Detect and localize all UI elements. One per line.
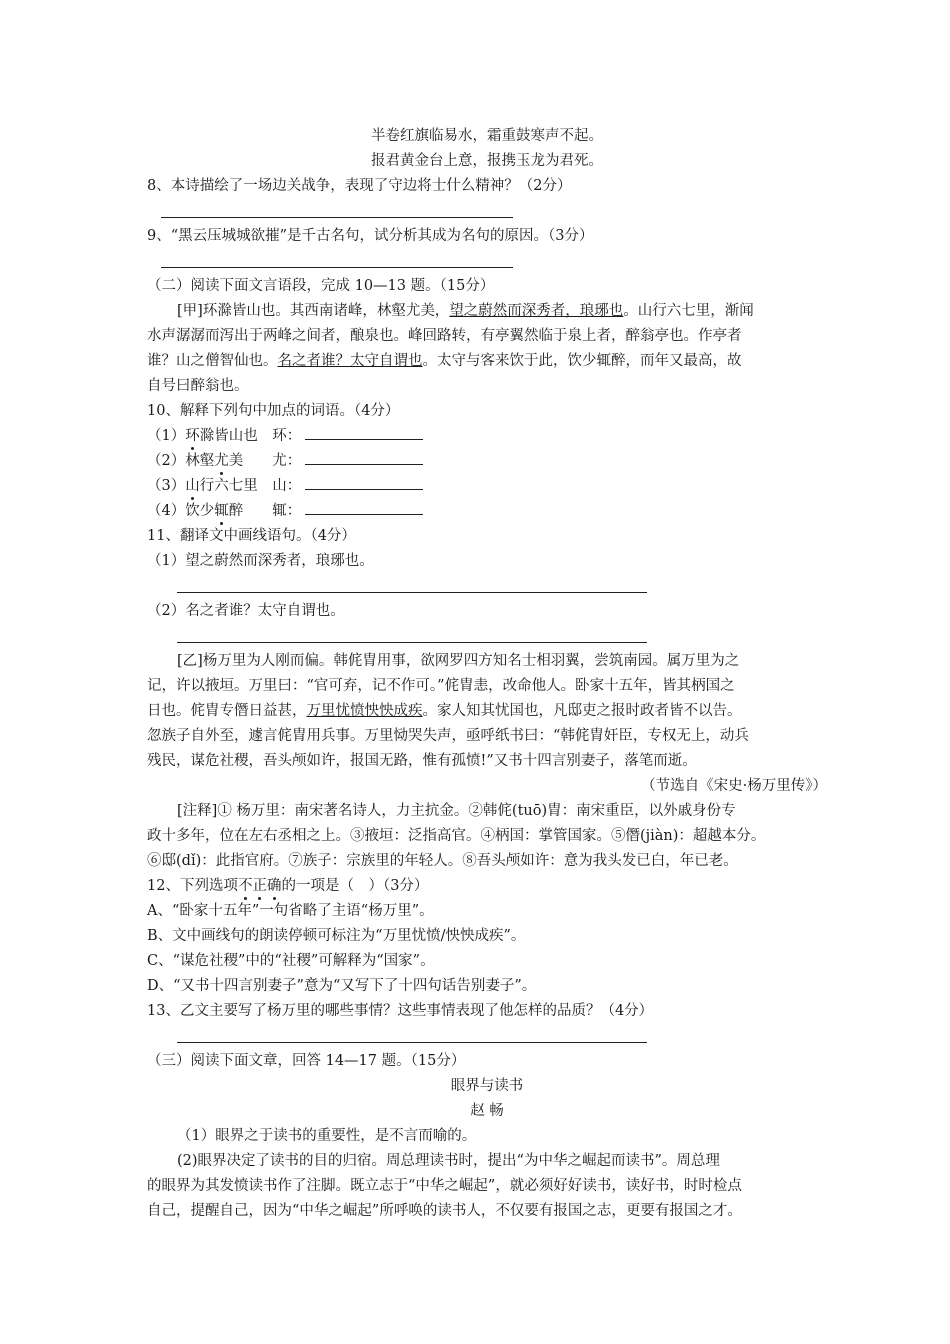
answer-blank[interactable] xyxy=(305,475,423,490)
essay-title: 眼界与读书 xyxy=(450,1078,524,1094)
text: （2）林壑 xyxy=(147,453,215,469)
exam-page xyxy=(147,124,827,1224)
text: （4）饮少 xyxy=(147,503,215,519)
essay-paragraph-2-line-2: 的眼界为其发愤读书作了注脚。既立志于“中华之崛起”，就必须好好读书，读好书，时时检点 xyxy=(147,1178,742,1194)
question-8: 8、本诗描绘了一场边关战争，表现了守边将士什么精神？（2分） xyxy=(147,178,572,194)
notes-line-3: ⑥邸(dǐ)：此指官府。⑦族子：宗族里的年轻人。⑧吾头颅如许：意为我头发已白，年已老。 xyxy=(147,853,738,869)
answer-blank[interactable] xyxy=(305,425,423,440)
passage-yi-line-2: 记，许以掖垣。万里曰：“官可弃，记不作可。”侂胄恚，改命他人。卧家十五年，皆其柄国之 xyxy=(147,678,735,694)
passage-jia-line-2: 水声潺潺而泻出于两峰之间者，酿泉也。峰回路转，有亭翼然临于泉上者，醉翁亭也。作亭者 xyxy=(147,328,742,344)
poem-line-1: 半卷红旗临易水，霜重鼓寒声不起。 xyxy=(371,128,603,144)
q10-item-3 xyxy=(147,474,827,499)
passage-jia-line-1 xyxy=(147,299,827,324)
text: 12、下列选项 xyxy=(147,878,238,894)
section-2-title: （二）阅读下面文言语段，完成 10—13 题。（15分） xyxy=(147,278,495,294)
text: 滁皆山也 环： xyxy=(199,428,302,444)
passage-source: （节选自《宋史·杨万里传》） xyxy=(641,778,827,794)
q12-option-a[interactable]: A、“卧家十五年”一句省略了主语“杨万里”。 xyxy=(147,903,434,919)
question-10: 10、解释下列句中加点的词语。（4分） xyxy=(147,403,400,419)
dotted-word: 不 xyxy=(237,878,253,894)
text: 日也。侂胄专僭日益甚， xyxy=(147,703,307,719)
answer-blank[interactable] xyxy=(305,450,423,465)
dotted-word: 正 xyxy=(252,878,267,894)
q12-option-b[interactable]: B、文中画线句的朗读停顿可标注为“万里忧愤/怏怏成疾”。 xyxy=(147,928,526,944)
passage-yi-line-3 xyxy=(147,699,827,724)
q11-sentence-2: （2）名之者谁？太守自谓也。 xyxy=(147,603,345,619)
passage-yi-line-4: 忽族子自外至，遽言侂胄用兵事。万里恸哭失声，亟呼纸书曰：“韩侂胄奸臣，专权无上，动兵 xyxy=(147,728,749,744)
text: 的一项是（ ）（3分） xyxy=(281,878,429,894)
answer-line-13[interactable] xyxy=(147,1024,827,1049)
essay-author: 赵 畅 xyxy=(470,1103,504,1119)
text: [甲]环滁皆山也。其西南诸峰，林壑尤美， xyxy=(177,303,450,319)
text: 。山行六七里，渐闻 xyxy=(623,303,754,319)
text: 醉 辄： xyxy=(228,503,302,519)
underlined-sentence-1: 望之蔚然而深秀者，琅琊也 xyxy=(449,303,624,319)
passage-yi-line-5: 残民，谋危社稷，吾头颅如许，报国无路，惟有孤愤!”又书十四言别妻子，落笔而逝。 xyxy=(147,753,697,769)
answer-line-8[interactable] xyxy=(147,199,827,224)
question-12 xyxy=(147,874,827,899)
underlined-sentence-3: 万里忧愤怏怏成疾 xyxy=(306,703,423,719)
text: （3） xyxy=(147,478,186,494)
essay-paragraph-2-line-1: (2)眼界决定了读书的目的归宿。周总理读书时，提出“为中华之崛起而读书”。周总理 xyxy=(177,1153,720,1169)
dotted-word: 山 xyxy=(185,478,200,494)
text: 美 尤： xyxy=(228,453,302,469)
text: 行六七里 山： xyxy=(199,478,302,494)
text: 。太守与客来饮于此，饮少辄醉，而年又最高，故 xyxy=(422,353,742,369)
notes-line-1: [注释]① 杨万里：南宋著名诗人，力主抗金。②韩侂(tuō)胄：南宋重臣，以外戚身份专 xyxy=(177,803,736,819)
dotted-word: 尤 xyxy=(214,453,229,469)
question-11: 11、翻译文中画线语句。（4分） xyxy=(147,528,356,544)
q10-item-1 xyxy=(147,424,827,449)
section-3-title: （三）阅读下面文章，回答 14—17 题。（15分） xyxy=(147,1053,466,1069)
answer-line-11-1[interactable] xyxy=(147,574,827,599)
passage-jia-line-3 xyxy=(147,349,827,374)
poem-line-2: 报君黄金台上意，报携玉龙为君死。 xyxy=(371,153,603,169)
answer-line-11-2[interactable] xyxy=(147,624,827,649)
q10-item-4 xyxy=(147,499,827,524)
q10-item-2 xyxy=(147,449,827,474)
essay-paragraph-2-line-3: 自己，提醒自己，因为“中华之崛起”所呼唤的读书人，不仅要有报国之志，更要有报国之才。 xyxy=(147,1203,742,1219)
dotted-word: 确 xyxy=(266,878,282,894)
notes-line-2: 政十多年，位在左右丞相之上。③掖垣：泛指高官。④柄国：掌管国家。⑤僭(jiàn)：超越本分。 xyxy=(147,828,766,844)
text: 谁？山之僧智仙也。 xyxy=(147,353,278,369)
q12-option-c[interactable]: C、“谋危社稷”中的“社稷”可解释为“国家”。 xyxy=(147,953,435,969)
question-9: 9、“黑云压城城欲摧”是千古名句，试分析其成为名句的原因。（3分） xyxy=(147,228,594,244)
text: （1） xyxy=(147,428,186,444)
q11-sentence-1: （1）望之蔚然而深秀者，琅琊也。 xyxy=(147,553,374,569)
q12-option-d[interactable]: D、“又书十四言别妻子”意为“又写下了十四句话告别妻子”。 xyxy=(147,978,537,994)
dotted-word: 环 xyxy=(185,428,200,444)
question-13: 13、乙文主要写了杨万里的哪些事情？这些事情表现了他怎样的品质？（4分） xyxy=(147,1003,654,1019)
essay-paragraph-1: （1）眼界之于读书的重要性，是不言而喻的。 xyxy=(177,1128,477,1144)
passage-jia-line-4: 自号曰醉翁也。 xyxy=(147,378,249,394)
underlined-sentence-2: 名之者谁？太守自谓也 xyxy=(277,353,423,369)
answer-blank[interactable] xyxy=(305,500,423,515)
dotted-word: 辄 xyxy=(214,503,229,519)
passage-yi-line-1: [乙]杨万里为人刚而偏。韩侂胄用事，欲网罗四方知名士相羽翼，尝筑南园。属万里为之 xyxy=(177,653,740,669)
answer-line-9[interactable] xyxy=(147,249,827,274)
text: 。家人知其忧国也，凡邸吏之报时政者皆不以告。 xyxy=(422,703,742,719)
